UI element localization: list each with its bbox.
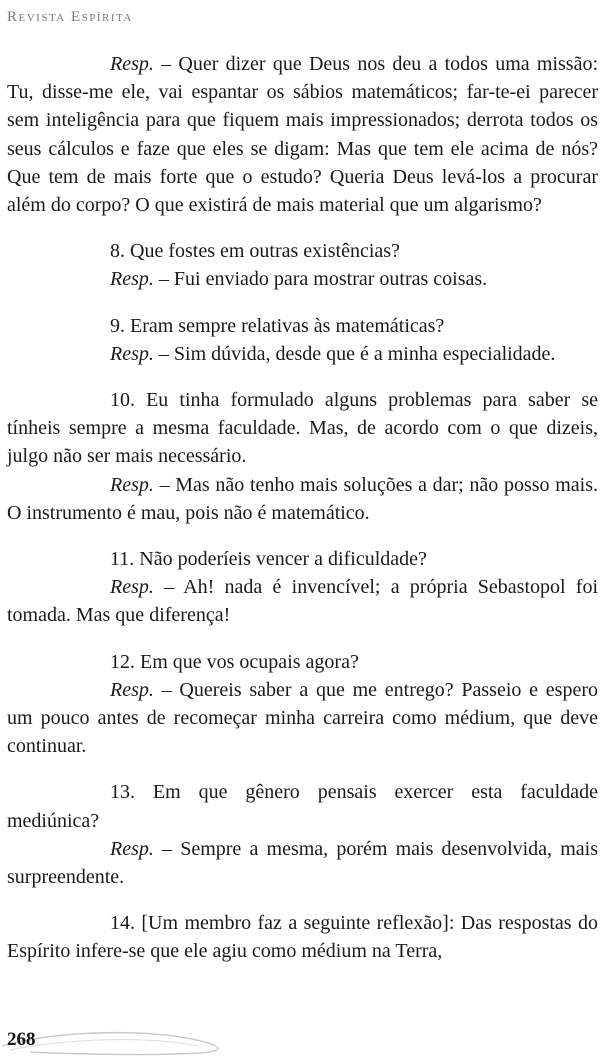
answer-paragraph bbox=[7, 676, 598, 761]
answer-paragraph bbox=[7, 835, 598, 891]
resp-label: Resp. bbox=[110, 837, 154, 860]
resp-label: Resp. bbox=[110, 473, 154, 496]
answer-paragraph bbox=[7, 573, 598, 629]
answer-text: – Fui enviado para mostrar outras coisas. bbox=[153, 268, 488, 291]
question-text: 10. Eu tinha formulado alguns problemas para saber se tínheis sempre a mesma faculdade. Mas, de acordo com o que dizeis, julgo não ser mais necessário. bbox=[7, 389, 598, 468]
page-body bbox=[7, 50, 598, 966]
running-header: Revista Espírita bbox=[7, 9, 133, 25]
answer-paragraph bbox=[7, 471, 598, 527]
answer-paragraph bbox=[7, 340, 598, 368]
question-block-8 bbox=[7, 237, 598, 293]
question-block-11 bbox=[7, 545, 598, 630]
question-block-10 bbox=[7, 386, 598, 527]
answer-block-0 bbox=[7, 50, 598, 219]
question-block-14 bbox=[7, 909, 598, 965]
page-number: 268 bbox=[7, 1029, 36, 1050]
question-block-13 bbox=[7, 778, 598, 891]
resp-label: Resp. bbox=[110, 268, 154, 291]
answer-text: – Ah! nada é invencível; a própria Sebastopol foi tomada. Mas que diferença! bbox=[7, 576, 598, 627]
resp-label: Resp. bbox=[110, 576, 154, 599]
question-text: 14. [Um membro faz a seguinte reflexão]: Das respostas do Espírito infere-se que ele agiu como médium na Terra, bbox=[7, 912, 598, 963]
question-block-9 bbox=[7, 312, 598, 368]
question-text: 8. Que fostes em outras existências? bbox=[110, 240, 400, 263]
answer-text: – Quer dizer que Deus nos deu a todos uma missão: Tu, disse-me ele, vai espantar os sábios matemáticos; far-te-ei parecer sem inteligência para que fiquem mais impressionados; derrota todos os seus cálculos e faze que eles se digam: Mas que tem ele acima de nós? Que tem de mais forte que o estudo? Queria Deus levá-los a procurar além do corpo? O que existirá de mais material que um algarismo? bbox=[7, 53, 598, 217]
resp-label: Resp. bbox=[110, 678, 154, 701]
answer-text: – Sim dúvida, desde que é a minha especialidade. bbox=[153, 342, 556, 365]
paragraph bbox=[7, 50, 598, 219]
question-text: 11. Não poderíeis vencer a dificuldade? bbox=[110, 548, 427, 571]
question-text: 13. Em que gênero pensais exercer esta faculdade mediúnica? bbox=[7, 781, 598, 832]
answer-text: – Mas não tenho mais soluções a dar; não posso mais. O instrumento é mau, pois não é matemático. bbox=[7, 473, 598, 524]
resp-label: Resp. bbox=[110, 53, 154, 75]
answer-paragraph bbox=[7, 265, 598, 293]
page-number-swoosh-decoration bbox=[0, 1024, 260, 1058]
resp-label: Resp. bbox=[110, 342, 154, 365]
answer-text: – Sempre a mesma, porém mais desenvolvida, mais surpreendente. bbox=[7, 837, 598, 889]
question-text: 9. Eram sempre relativas às matemáticas? bbox=[110, 314, 445, 337]
question-block-12 bbox=[7, 648, 598, 761]
answer-text: – Quereis saber a que me entrego? Passeio e espero um pouco antes de recomeçar minha carreira como médium, que deve continuar. bbox=[7, 678, 598, 758]
question-text: 12. Em que vos ocupais agora? bbox=[110, 650, 359, 673]
